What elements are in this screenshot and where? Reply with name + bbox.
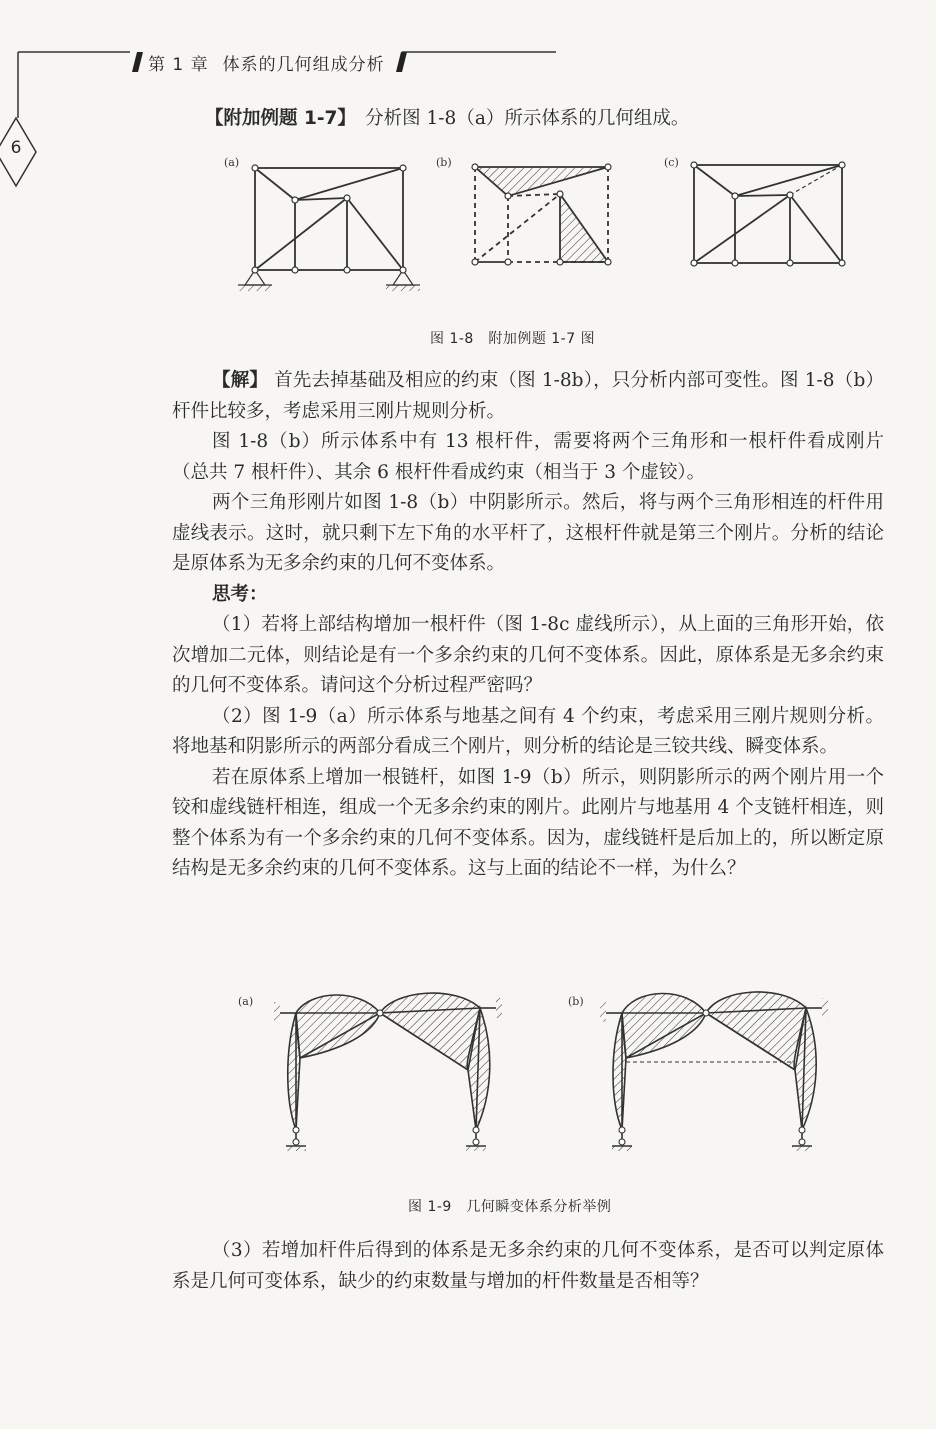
figure-1-9-panel-a	[274, 993, 502, 1151]
solution-paragraph-2: 图 1-8（b）所示体系中有 13 根杆件，需要将两个三角形和一根杆件看成刚片（总共 7 根杆件）、其余 6 根杆件看成约束（相当于 3 个虚铰）。	[172, 431, 884, 483]
figure-1-9-panel-b	[600, 992, 828, 1151]
thinking-question-3: （3）若增加杆件后得到的体系是无多余约束的几何不变体系，是否可以判定原体系是几何可变体系，缺少的约束数量与增加的杆件数量是否相等？	[172, 1240, 884, 1292]
example-prompt: 分析图 1-8（a）所示体系的几何组成。	[365, 108, 690, 129]
solution-paragraph-1	[172, 366, 884, 427]
example-label: 【附加例题 1-7】	[205, 108, 347, 129]
figure-1-8-panel-a	[238, 165, 420, 291]
figure-1-8-label-a: (a)	[224, 156, 240, 169]
figure-1-9-caption: 图 1-9 几何瞬变体系分析举例	[408, 1199, 612, 1215]
solution-label: 【解】	[212, 370, 269, 391]
thinking-question-3-block	[172, 1236, 884, 1297]
thinking-question-1: （1）若将上部结构增加一根杆件（图 1-8c 虚线所示），从上面的三角形开始，依次增加二元体，则结论是有一个多余约束的几何不变体系。因此，原体系是无多余约束的几何不变体系。请问这个分析过程严密吗？	[172, 614, 884, 696]
chapter-header	[148, 50, 385, 75]
figure-1-9	[0, 980, 936, 1170]
solution-p1-text: 首先去掉基础及相应的约束（图 1-8b），只分析内部可变性。图 1-8（b）杆件比较多，考虑采用三刚片规则分析。	[172, 370, 884, 422]
figure-1-8-panel-c	[691, 162, 845, 266]
figure-1-9-label-a: (a)	[238, 995, 254, 1008]
example-heading	[205, 104, 689, 130]
chapter-title: 体系的几何组成分析	[222, 55, 385, 75]
figure-1-8	[0, 140, 936, 310]
solution-section	[172, 366, 884, 885]
chapter-number: 第 1 章	[148, 55, 209, 75]
solution-paragraph-3: 两个三角形刚片如图 1-8（b）中阴影所示。然后，将与两个三角形相连的杆件用虚线表示。这时，就只剩下左下角的水平杆了，这根杆件就是第三个刚片。分析的结论是原体系为无多余约束的几何不变体系。	[172, 492, 884, 574]
thinking-question-2b: 若在原体系上增加一根链杆，如图 1-9（b）所示，则阴影所示的两个刚片用一个铰和虚线链杆相连，组成一个无多余约束的刚片。此刚片与地基用 4 个支链杆相连，则整个体系为有一个多余约束的几何不变体系。因为，虚线链杆是后加上的，所以断定原结构是无多余约束的几何不变体系。这与上面的结论不一样，为什么？	[172, 766, 884, 879]
figure-1-8-caption: 图 1-8 附加例题 1-7 图	[430, 331, 596, 347]
thinking-question-2: （2）图 1-9（a）所示体系与地基之间有 4 个约束，考虑采用三刚片规则分析。将地基和阴影所示的两部分看成三个刚片，则分析的结论是三铰共线、瞬变体系。	[172, 705, 884, 757]
figure-1-9-label-b: (b)	[568, 995, 584, 1008]
page-number: 6	[10, 138, 22, 158]
figure-1-8-label-b: (b)	[436, 156, 452, 169]
figure-1-8-label-c: (c)	[664, 156, 679, 169]
thinking-label: 思考：	[212, 583, 268, 605]
figure-1-8-panel-b	[472, 164, 611, 265]
